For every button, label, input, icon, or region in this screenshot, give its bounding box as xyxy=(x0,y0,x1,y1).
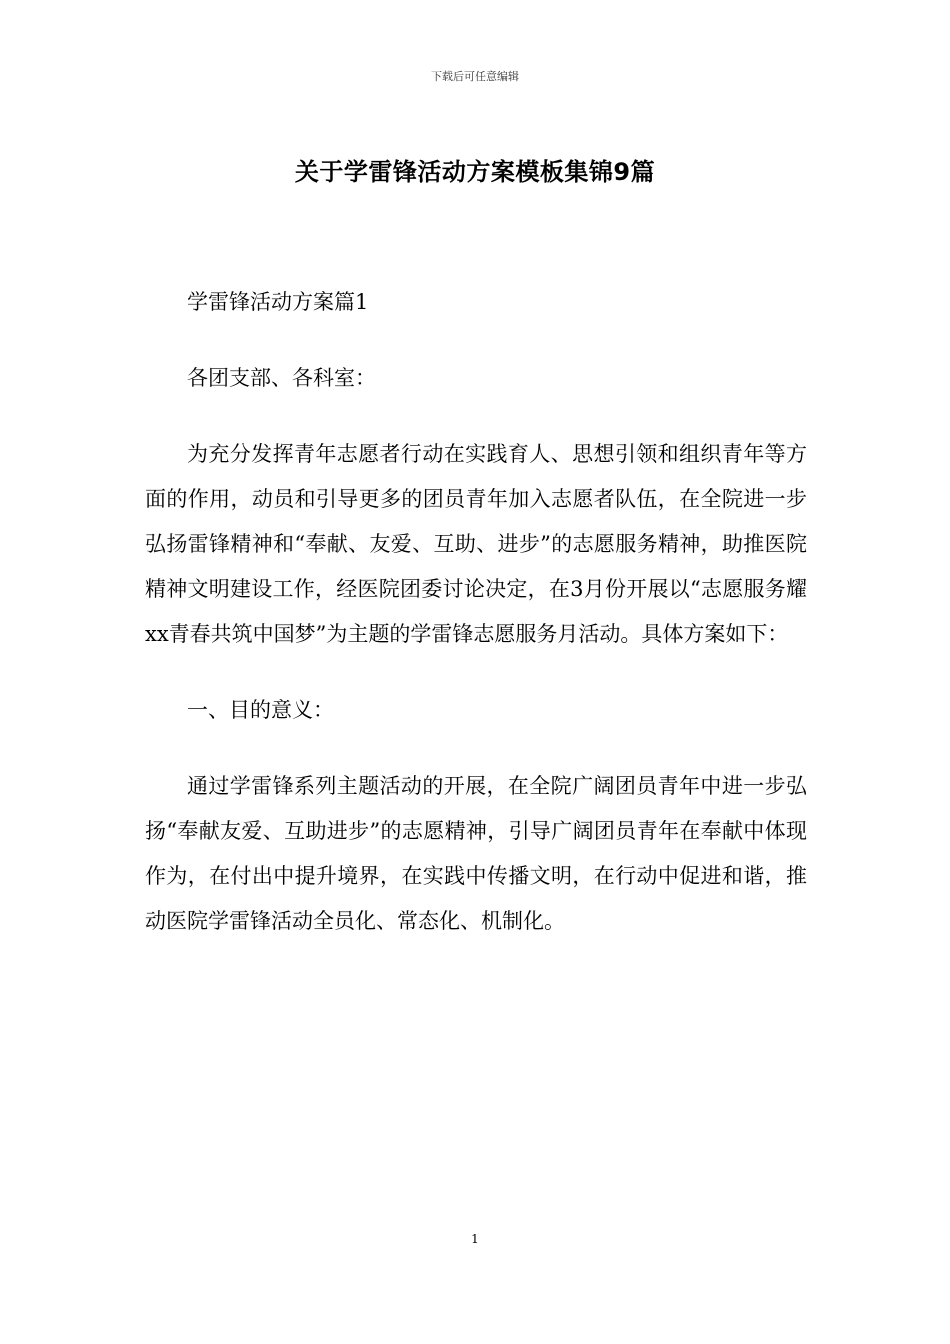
page-number: 1 xyxy=(471,1232,479,1246)
document-title: 关于学雷锋活动方案模板集锦9篇 xyxy=(294,158,656,186)
subsection-heading: 一、目的意义： xyxy=(187,698,334,722)
document-body xyxy=(145,280,807,975)
header-note: 下载后可任意编辑 xyxy=(431,70,519,83)
body-paragraph: 通过学雷锋系列主题活动的开展，在全院广阔团员青年中进一步弘扬“奉献友爱、互助进步”的志愿精神，引导广阔团员青年在奉献中体现作为，在付出中提升境界，在实践中传播文明，在行动中促进和谐，推动医院学雷锋活动全员化、常态化、机制化。 xyxy=(145,774,807,933)
salutation: 各团支部、各科室： xyxy=(187,366,376,390)
section-heading: 学雷锋活动方案篇1 xyxy=(187,290,369,314)
body-paragraph: 为充分发挥青年志愿者行动在实践育人、思想引领和组织青年等方面的作用，动员和引导更多的团员青年加入志愿者队伍，在全院进一步弘扬雷锋精神和“奉献、友爱、互助、进步”的志愿服务精神，助推医院精神文明建设工作，经医院团委讨论决定，在3月份开展以“志愿服务耀xx青春共筑中国梦”为主题的学雷锋志愿服务月活动。具体方案如下： xyxy=(145,442,807,646)
